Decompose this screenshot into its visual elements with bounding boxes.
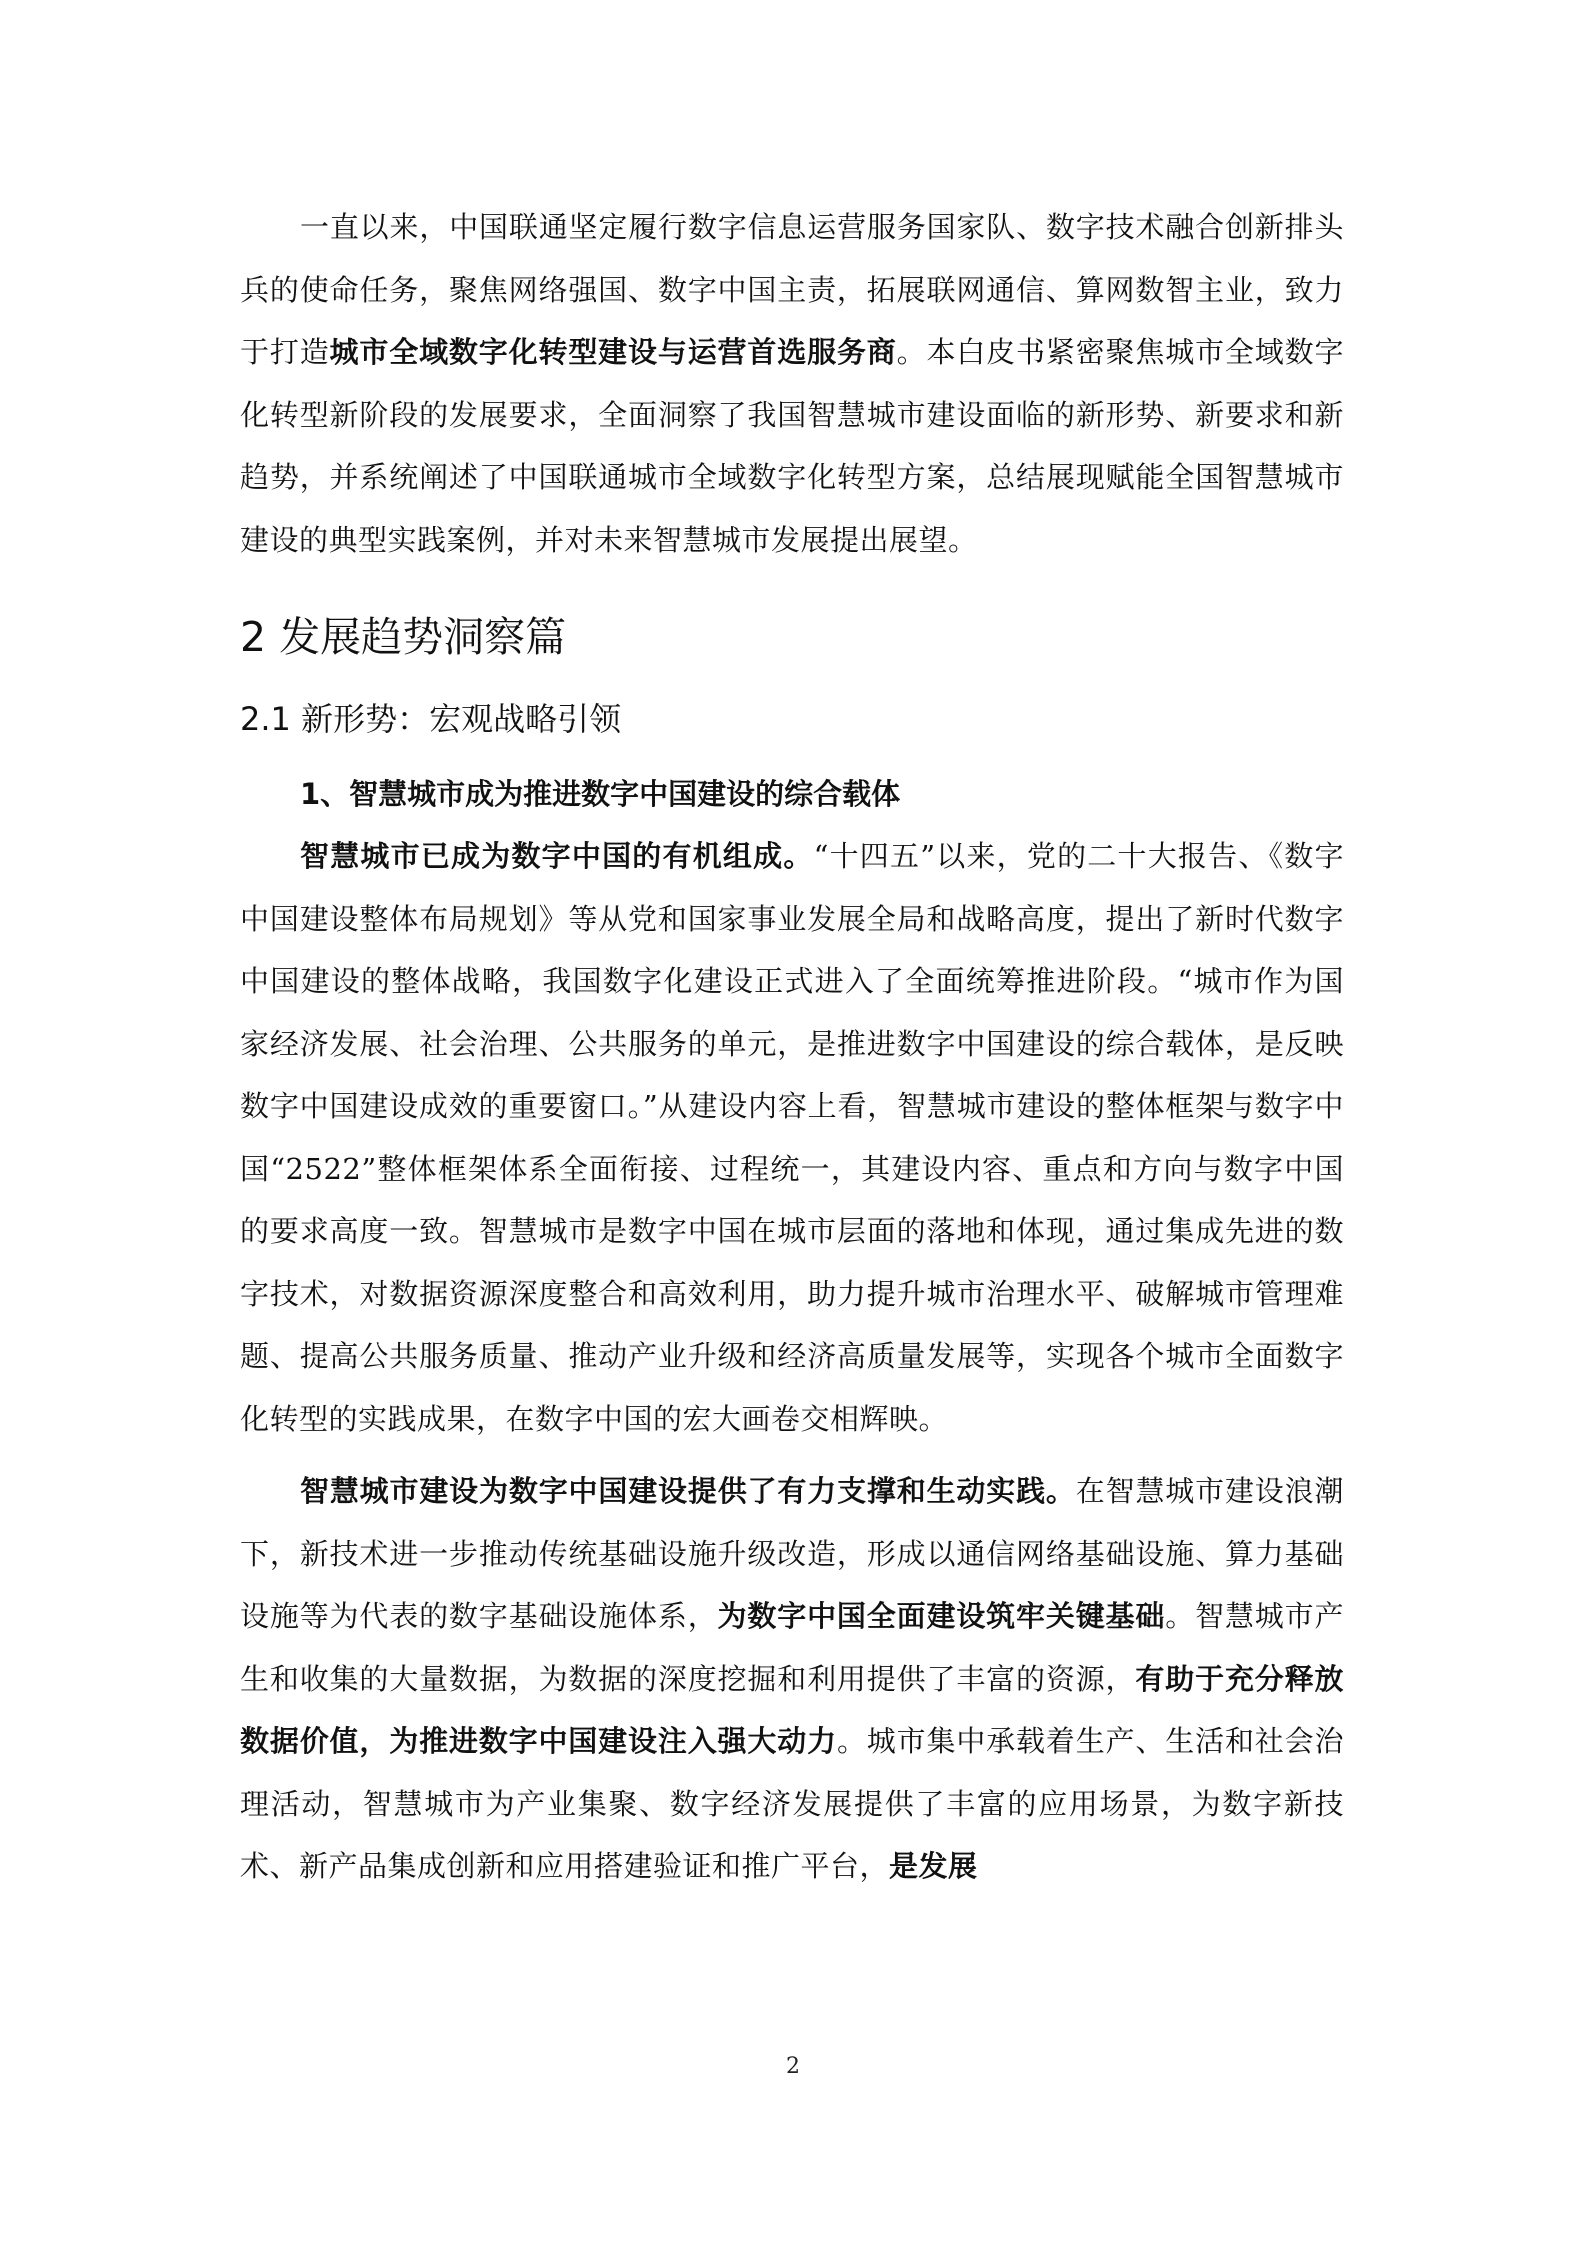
paragraph-2-lead: 智慧城市建设为数字中国建设提供了有力支撑和生动实践。 <box>300 1474 1076 1508</box>
chapter-title: 2 发展趋势洞察篇 <box>240 613 567 661</box>
paragraph-2-emphasis-3: 是发展 <box>889 1849 978 1883</box>
paragraph-2-text-1: 在智慧城市建设浪潮下，新技术进一步推动传统基础设施升级改造，形成以通信网络基础设施、算力基础设施等为代表的数字基础设施体系， <box>240 1474 1344 1633</box>
paragraph-1-lead: 智慧城市已成为数字中国的有机组成。 <box>300 839 814 873</box>
intro-emphasis: 城市全域数字化转型建设与运营首选服务商 <box>329 335 897 369</box>
paragraph-2-text-2: 。智慧城市产生和收集的大量数据，为数据的深度挖掘和利用提供了丰富的资源， <box>240 1599 1344 1696</box>
page-content <box>240 196 1344 1898</box>
paragraph-2-emphasis-2: 有助于充分释放数据价值，为推进数字中国建设注入强大动力 <box>240 1661 1344 1758</box>
paragraph-2-emphasis-1: 为数字中国全面建设筑牢关键基础 <box>717 1599 1166 1633</box>
paragraph-2-text-3: 。城市集中承载着生产、生活和社会治理活动，智慧城市为产业集聚、数字经济发展提供了丰富的应用场景，为数字新技术、新产品集成创新和应用搭建验证和推广平台， <box>240 1724 1344 1883</box>
paragraph-1-text: “十四五”以来，党的二十大报告、《数字中国建设整体布局规划》等从党和国家事业发展全局和战略高度，提出了新时代数字中国建设的整体战略，我国数字化建设正式进入了全面统筹推进阶段。“城市作为国家经济发展、社会治理、公共服务的单元，是推进数字中国建设的综合载体，是反映数字中国建设成效的重要窗口。”从建设内容上看，智慧城市建设的整体框架与数字中国“2522”整体框架体系全面衔接、过程统一，其建设内容、重点和方向与数字中国的要求高度一致。智慧城市是数字中国在城市层面的落地和体现，通过集成先进的数字技术，对数据资源深度整合和高效利用，助力提升城市治理水平、破解城市管理难题、提高公共服务质量、推动产业升级和经济高质量发展等，实现各个城市全面数字化转型的实践成果，在数字中国的宏大画卷交相辉映。 <box>240 839 1344 1436</box>
subsection-title: 2.1 新形势：宏观战略引领 <box>240 700 622 738</box>
intro-text-b: 。本白皮书紧密聚焦城市全域数字化转型新阶段的发展要求，全面洞察了我国智慧城市建设面临的新形势、新要求和新趋势，并系统阐述了中国联通城市全域数字化转型方案，总结展现赋能全国智慧城市建设的典型实践案例，并对未来智慧城市发展提出展望。 <box>240 335 1344 557</box>
body-paragraph-1 <box>240 825 1344 1450</box>
item-title: 1、智慧城市成为推进数字中国建设的综合载体 <box>300 777 901 811</box>
intro-text-a: 一直以来，中国联通坚定履行数字信息运营服务国家队、数字技术融合创新排头兵的使命任务，聚焦网络强国、数字中国主责，拓展联网通信、算网数智主业，致力于打造 <box>240 210 1344 369</box>
page-number: 2 <box>786 2054 800 2079</box>
intro-paragraph <box>240 196 1344 571</box>
body-paragraph-2 <box>240 1460 1344 1898</box>
